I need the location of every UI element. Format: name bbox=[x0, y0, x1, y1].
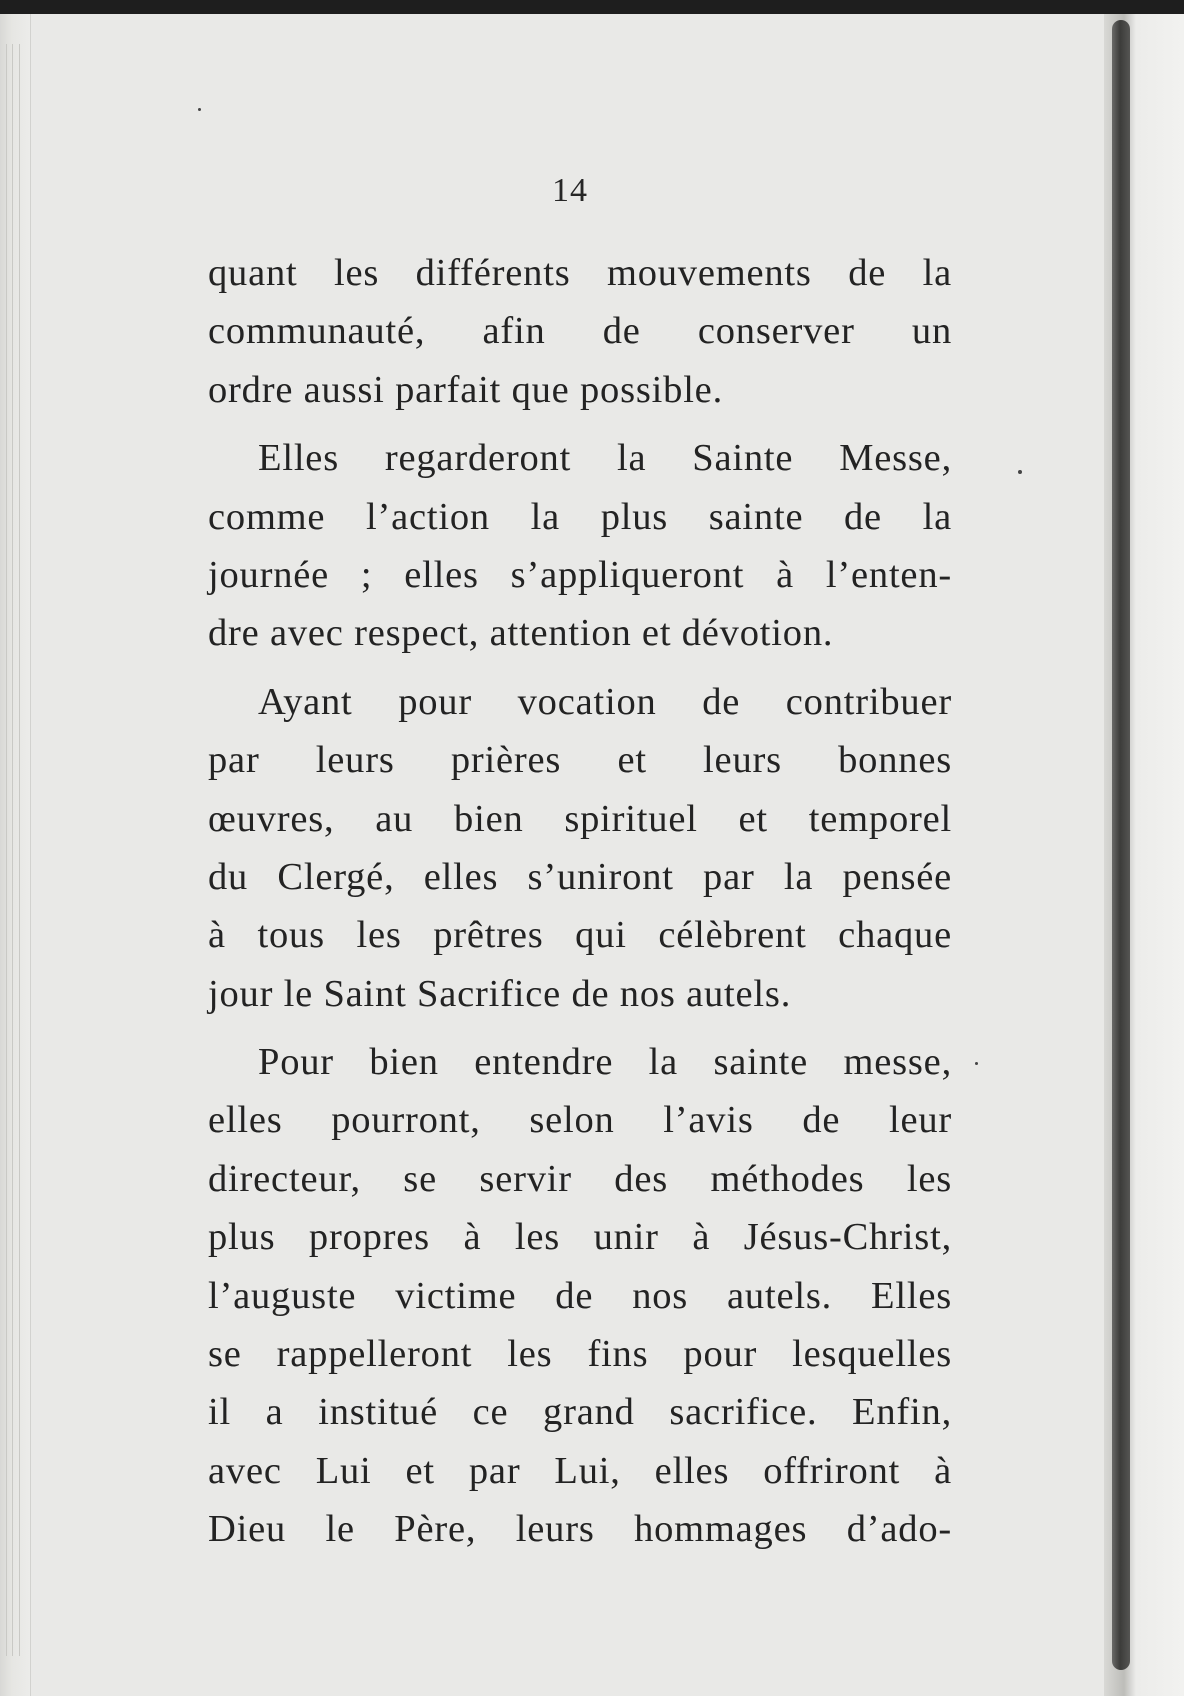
page-number: 14 bbox=[552, 172, 588, 209]
text-line: il a institué ce grand sacrifice. Enfin, bbox=[208, 1391, 952, 1434]
ink-speck bbox=[975, 1062, 978, 1065]
text-line: Ayant pour vocation de contribuer bbox=[258, 680, 952, 723]
page-edge-line bbox=[6, 44, 7, 1656]
text-line: journée ; elles s’appliqueront à l’enten- bbox=[208, 553, 952, 596]
paragraph bbox=[208, 429, 952, 663]
paragraph-gap bbox=[208, 663, 952, 673]
text-line: communauté, afin de conserver un bbox=[208, 310, 952, 353]
text-line: à tous les prêtres qui célèbrent chaque bbox=[208, 914, 952, 957]
text-line: elles pourront, selon l’avis de leur bbox=[208, 1099, 952, 1142]
text-line: œuvres, au bien spirituel et temporel bbox=[208, 797, 952, 840]
text-line: Elles regarderont la Sainte Messe, bbox=[258, 437, 952, 480]
text-line: ordre aussi parfait que possible. bbox=[208, 368, 723, 411]
text-line: du Clergé, elles s’uniront par la pensée bbox=[208, 855, 952, 898]
ink-speck bbox=[198, 108, 201, 111]
text-line: quant les différents mouvements de la bbox=[208, 252, 952, 294]
text-line: comme l’action la plus sainte de la bbox=[208, 495, 952, 538]
paragraph bbox=[208, 244, 952, 419]
text-line: se rappelleront les fins pour lesquelles bbox=[208, 1333, 952, 1376]
paragraph bbox=[208, 673, 952, 1023]
page-left-edge bbox=[0, 14, 31, 1696]
text-line: l’auguste victime de nos autels. Elles bbox=[208, 1274, 952, 1317]
text-line: dre avec respect, attention et dévotion. bbox=[208, 612, 834, 655]
scan-top-border bbox=[0, 0, 1184, 14]
text-line: par leurs prières et leurs bonnes bbox=[208, 739, 952, 782]
text-line: plus propres à les unir à Jésus-Christ, bbox=[208, 1216, 952, 1259]
text-line: directeur, se servir des méthodes les bbox=[208, 1157, 952, 1200]
body-text bbox=[208, 244, 952, 1559]
page-edge-line bbox=[12, 44, 13, 1656]
paragraph-gap bbox=[208, 1023, 952, 1033]
text-line: Dieu le Père, leurs hommages d’ado- bbox=[208, 1508, 952, 1551]
ink-speck bbox=[1018, 470, 1022, 474]
text-line: Pour bien entendre la sainte messe, bbox=[258, 1041, 952, 1084]
paragraph bbox=[208, 1033, 952, 1559]
text-line: jour le Saint Sacrifice de nos autels. bbox=[208, 972, 792, 1015]
text-line: avec Lui et par Lui, elles offriront à bbox=[208, 1449, 952, 1492]
binding-bar bbox=[1112, 20, 1130, 1670]
paragraph-gap bbox=[208, 419, 952, 429]
page-edge-line bbox=[19, 44, 20, 1656]
